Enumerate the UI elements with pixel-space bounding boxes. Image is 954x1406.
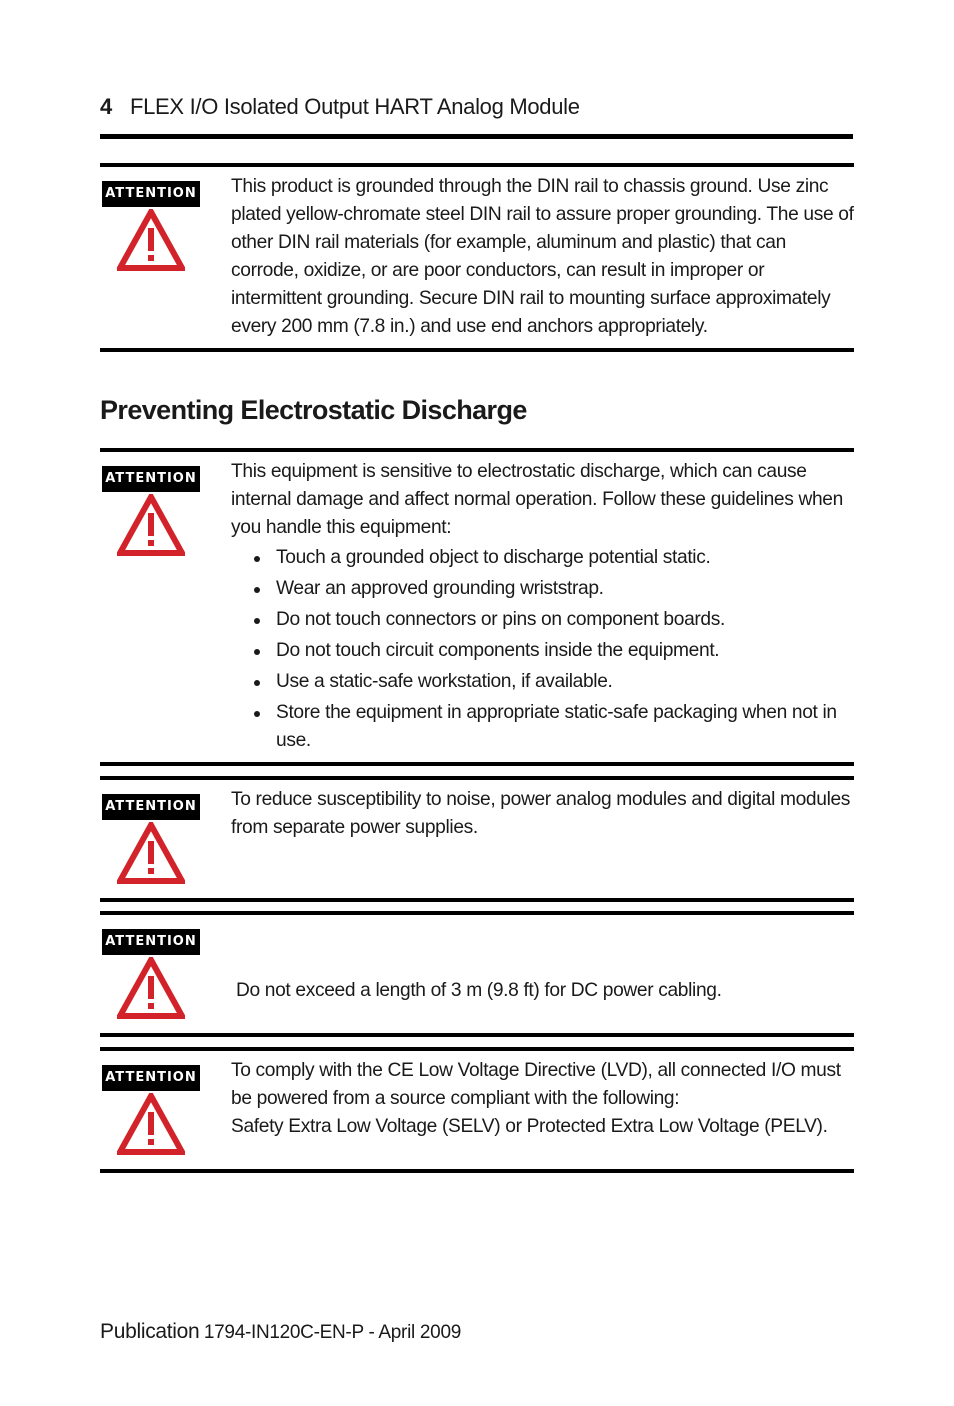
attention-paragraph: Do not exceed a length of 3 m (9.8 ft) for DC power cabling.: [231, 980, 722, 1001]
attention-text: [231, 1057, 857, 1141]
warning-triangle-icon: [117, 1093, 185, 1155]
attention-text: [231, 921, 857, 1061]
section-heading: Preventing Electrostatic Discharge: [100, 395, 527, 425]
guideline-list: [231, 544, 857, 755]
attention-paragraph: To comply with the CE Low Voltage Directive (LVD), all connected I/O must be powered from a source compliant with the following:: [231, 1060, 841, 1109]
publication-id: 1794-IN120C-EN-P - April 2009: [203, 1322, 461, 1343]
attention-label: ATTENTION: [102, 181, 200, 207]
page-number: 4: [100, 94, 112, 119]
attention-paragraph: To reduce susceptibility to noise, power analog modules and digital modules from separate power supplies.: [231, 789, 851, 838]
attention-text: [231, 786, 857, 842]
list-item: Wear an approved grounding wriststrap.: [231, 575, 857, 603]
attention-intro: This equipment is sensitive to electrostatic discharge, which can cause internal damage and affect normal operation. Follow these guidelines when you handle this equipment:: [231, 461, 843, 538]
running-header: [100, 94, 580, 120]
attention-label: ATTENTION: [102, 794, 200, 820]
warning-triangle-icon: [117, 494, 185, 556]
attention-text: [231, 458, 857, 758]
list-item: Touch a grounded object to discharge potential static.: [231, 544, 857, 572]
attention-block-grounding: [100, 163, 854, 352]
attention-block-noise: [100, 776, 854, 902]
attention-label: ATTENTION: [102, 466, 200, 492]
attention-paragraph: This product is grounded through the DIN rail to chassis ground. Use zinc plated yellow-chromate steel DIN rail to assure proper grounding. The use of other DIN rail materials (for example, aluminum and plastic) that can corrode, oxidize, or are poor conductors, can result in improper or intermittent grounding. Secure DIN rail to mounting surface approximately every 200 mm (7.8 in.) and use end anchors appropriately.: [231, 176, 854, 337]
attention-label: ATTENTION: [102, 929, 200, 955]
attention-block-esd: [100, 448, 854, 766]
publication-label: Publication: [100, 1320, 200, 1343]
attention-block-lvd: [100, 1047, 854, 1173]
header-rule: [100, 134, 853, 139]
warning-triangle-icon: [117, 822, 185, 884]
list-item: Use a static-safe workstation, if available.: [231, 668, 857, 696]
attention-block-cabling: [100, 911, 854, 1037]
header-title: FLEX I/O Isolated Output HART Analog Module: [129, 94, 580, 119]
attention-paragraph: Safety Extra Low Voltage (SELV) or Protected Extra Low Voltage (PELV).: [231, 1116, 828, 1137]
warning-triangle-icon: [117, 209, 185, 271]
list-item: Do not touch connectors or pins on component boards.: [231, 606, 857, 634]
attention-text: [231, 173, 857, 341]
list-item: Do not touch circuit components inside the equipment.: [231, 637, 857, 665]
warning-triangle-icon: [117, 957, 185, 1019]
list-item: Store the equipment in appropriate static-safe packaging when not in use.: [231, 699, 857, 755]
attention-label: ATTENTION: [102, 1065, 200, 1091]
publication-footer: [100, 1320, 461, 1344]
